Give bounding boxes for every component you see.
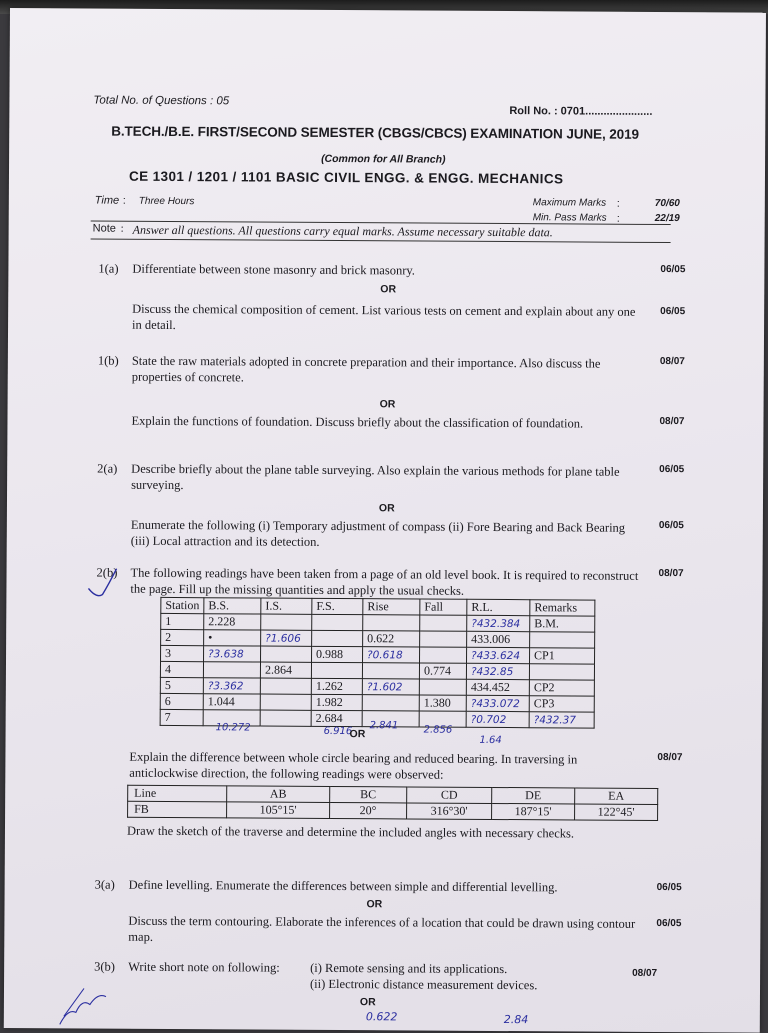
level-table-cell (363, 615, 420, 631)
traverse-cell: 316°30' (407, 803, 492, 820)
max-marks-value: 70/60 (654, 197, 680, 210)
marks-2b-alt: 08/07 (657, 751, 683, 764)
lv-header: B.S. (204, 598, 261, 614)
level-table-cell (203, 662, 260, 678)
course-title: CE 1301 / 1201 / 1101 BASIC CIVIL ENGG. & ENGG. MECHANICS (128, 168, 564, 187)
exam-paper: Total No. of Questions : 05 Roll No. : 0701...................... B.TECH./B.E. FIRST/SECOND SEMESTER (CBGS/CBCS) EXAMINATION JUNE, 2019 (Common for All Branch) CE 1301 / 1201 / 1101 BASIC CIVIL ENGG. & ENGG. MECHANICS Time : Three Hours Maximum Marks : 70/60 Min. Pass Marks : 22/19 Note : Answer all questions. All questions carry equal marks. Assume necessary suitable data. 1(a) Differentiate between stone masonry and brick masonry. 06/05 OR Discuss the chemical composition of cement. List various tests on cement and explain about any one in detail. 06/05 1(b) State the raw materials adopted in concrete preparation and their importance. Also discuss the properties of concrete. 08/07 OR Explain the functions of foundation. Discuss briefly about the classification of foundation. 08/07 2(a) Describe briefly about the plane table surveying. Also explain the various methods for plane table surveying. 06/05 OR Enumerate the following (i) Temporary adjustment of compass (ii) Fore Bearing and Back Bearing (iii) Local attraction and its detection. 06/05 2(b) The following readings have been taken from a page of an old level book. It is required to reconstruct the page. Fill up the missing quantities and apply the usual checks. 08/07 Station B.S. I.S. F.S. Rise Fall R.L. Remarks 1 2.228 ?432.384 B.M. 2 • ?1.606 0.622 433.006 3 ?3.638 0.988 ?0.618 ?433.624 CP1 4 2.864 0.774 ?432.85 5 ?3.362 1.262 ?1.602 434.452 CP2 6 1.044 1.982 1.380 ?433.072 CP3 7 2.684 ?0.702 ?432.37 10.272 6.916 OR 2.841 2.856 1.64 Explain the difference between whole circle bearing and reduced bearing. In traversing in anticlockwise direction, the following readings were observed: 08/07 Line AB BC CD DE EA FB 105°15' 20° 316°30' 187°15' 122°45' Draw the sketch of the traverse and determine the included angles with necessary checks. 3(a) Define levelling. Enumerate the differences between simple and differential levelling. 06/05 OR Discuss the term contouring. Elaborate the inferences of a location that could be drawn using contour map. 06/05 3(b) Write short note on following: (i) Remote sensing and its applications. (ii) Electronic distance measurement devices. 08/07 OR 0.622 2.84 (4, 8, 766, 1033)
or-label: OR (366, 898, 383, 911)
level-table-cell: 2.864 (260, 662, 311, 678)
level-table-cell (530, 632, 595, 648)
or-label: OR (378, 502, 395, 515)
common-branch: (Common for All Branch) (321, 152, 446, 166)
margin-scribble-icon (54, 968, 114, 1028)
lv-header: Fall (420, 599, 467, 615)
level-table-cell: 5 (160, 677, 203, 693)
question-3a: Define levelling. Enumerate the differences between simple and differential levelling. (128, 877, 558, 895)
level-table-cell: 6 (160, 693, 203, 709)
level-table-cell (260, 678, 311, 694)
level-table-cell (362, 695, 419, 711)
traverse-cell: CD (407, 787, 492, 804)
level-table-cell: ?432.85 (466, 663, 529, 679)
note-text: Answer all questions. All questions carry equal marks. Assume necessary suitable data. (132, 222, 553, 240)
level-table-cell (261, 646, 312, 662)
level-table-cell: ?432.384 (467, 615, 530, 631)
traverse-cell: Line (128, 785, 227, 802)
level-table-cell (312, 630, 363, 646)
level-table-cell (419, 679, 466, 695)
bottom-scribble: 0.622 (365, 1010, 398, 1024)
bottom-scribble: 2.84 (503, 1013, 529, 1027)
level-table-cell: 0.774 (419, 663, 466, 679)
traverse-table (127, 785, 658, 821)
level-table-cell: CP2 (529, 680, 594, 696)
roll-no: Roll No. : 0701...................... (509, 105, 653, 118)
traverse-cell: DE (492, 787, 575, 804)
level-table-cell: CP1 (530, 648, 595, 664)
level-table-cell: 0.622 (363, 631, 420, 647)
or-label: OR (380, 283, 397, 296)
exam-title: B.TECH./B.E. FIRST/SECOND SEMESTER (CBGS/CBCS) EXAMINATION JUNE, 2019 (111, 123, 639, 142)
marks-1a-alt: 06/05 (660, 305, 686, 318)
level-table-cell: 2.228 (204, 614, 261, 630)
traverse-cell: 122°45' (575, 804, 658, 821)
question-3a-alt: Discuss the term contouring. Elaborate the inferences of a location that could be drawn using contour map. (128, 913, 636, 944)
question-1b-alt: Explain the functions of foundation. Discuss briefly about the classification of foundation. (131, 413, 584, 431)
level-table-cell (420, 647, 467, 663)
marks-3a-alt: 06/05 (656, 917, 682, 930)
q-number-2b: 2(b) (96, 565, 118, 580)
marks-1b-alt: 08/07 (659, 415, 685, 428)
lv-header: I.S. (261, 598, 312, 614)
level-table-cell: 1.982 (311, 694, 362, 710)
marks-1b: 08/07 (659, 355, 685, 368)
level-table-cell: ?433.624 (467, 647, 530, 663)
level-table-cell: ?0.618 (363, 647, 420, 663)
level-table-row (160, 693, 594, 712)
level-table-cell: 1.380 (419, 695, 466, 711)
traverse-cell: 187°15' (492, 803, 575, 820)
question-3b: Write short note on following: (128, 959, 280, 975)
traverse-cell: BC (330, 786, 407, 802)
lv-header: Station (161, 597, 204, 613)
question-2a-alt: Enumerate the following (i) Temporary adjustment of compass (ii) Fore Bearing and Back Bearing (iii) Local attraction and its detection. (130, 517, 626, 549)
lv-header: Rise (363, 599, 420, 615)
question-1b: State the raw materials adopted in concrete preparation and their importance. Also discuss the properties of concrete. (131, 353, 601, 385)
level-table-cell: ?1.602 (362, 679, 419, 695)
marks-2a: 06/05 (659, 463, 685, 476)
or-label: OR (349, 728, 366, 741)
traverse-cell: FB (128, 801, 227, 818)
question-1a-alt: Discuss the chemical composition of cement. List various tests on cement and explain about any one in detail. (132, 301, 636, 333)
lv-header: R.L. (467, 599, 530, 615)
q-number-2a: 2(a) (97, 461, 118, 476)
level-table-cell: 1 (161, 613, 204, 629)
level-table-cell: ?3.638 (204, 646, 261, 662)
question-2a: Describe briefly about the plane table surveying. Also explain the various methods for plane table surveying. (131, 461, 620, 493)
level-table-row (161, 613, 595, 632)
level-table-cell: 2.684 (311, 710, 362, 726)
level-table-cell: 0.988 (312, 646, 363, 662)
level-table-cell: CP3 (529, 696, 594, 712)
max-marks-label: Maximum Marks (532, 197, 607, 209)
q-number-1a: 1(a) (98, 261, 119, 276)
traverse-cell: 105°15' (227, 802, 330, 819)
handwritten-total: 10.272 (215, 722, 251, 734)
or-label: OR (379, 398, 396, 411)
level-table-cell: 434.452 (466, 679, 529, 695)
level-table-cell: • (204, 630, 261, 646)
level-table-cell (312, 614, 363, 630)
min-marks-value: 22/19 (654, 212, 680, 225)
marks-3a: 06/05 (656, 881, 682, 894)
lv-header: F.S. (312, 598, 363, 614)
min-marks-label: Min. Pass Marks (532, 212, 607, 224)
marks-2a-alt: 06/05 (658, 519, 684, 532)
question-2b-alt: Explain the difference between whole circle bearing and reduced bearing. In traversing in anticlockwise direction, the following readings were observed: (129, 749, 578, 782)
handwritten-total: 6.916 (323, 725, 353, 738)
level-table-cell (261, 614, 312, 630)
time-label: Time (94, 194, 120, 207)
traverse-cell: AB (227, 786, 330, 803)
level-table-cell: 7 (160, 709, 203, 725)
traverse-cell: EA (575, 788, 658, 805)
check-mark-icon (76, 554, 136, 614)
time-value: Three Hours (138, 195, 195, 208)
level-table-cell (311, 662, 362, 678)
marks-3b: 08/07 (632, 967, 658, 979)
level-table-cell: ?1.606 (261, 630, 312, 646)
level-table-cell (420, 631, 467, 647)
level-table-cell: ?432.37 (529, 712, 594, 728)
note-label: Note (92, 222, 116, 235)
level-table-cell: 2 (161, 629, 204, 645)
level-table-cell: ?433.072 (466, 695, 529, 711)
level-table-cell (529, 664, 594, 680)
level-table-cell: 1.262 (311, 678, 362, 694)
q-number-3a: 3(a) (94, 877, 115, 892)
q3b-item-2: (ii) Electronic distance measurement devices. (310, 976, 538, 993)
q3b-item-1: (i) Remote sensing and its applications. (310, 960, 508, 977)
question-1a: Differentiate between stone masonry and brick masonry. (132, 261, 415, 278)
q-number-3b: 3(b) (94, 959, 116, 974)
q-number-1b: 1(b) (97, 353, 119, 368)
handwritten-total: 2.841 (369, 720, 399, 732)
level-table-cell (420, 615, 467, 631)
marks-1a: 06/05 (660, 263, 686, 276)
handwritten-total: 2.856 (423, 724, 453, 736)
or-label: OR (359, 996, 376, 1009)
level-table-cell: 433.006 (467, 631, 530, 647)
level-table-cell (260, 710, 311, 726)
level-table-cell: 1.044 (203, 694, 260, 710)
question-2b: The following readings have been taken from a page of an old level book. It is required to reconstruct the page. Fill up the missing quantities and apply the usual checks. (130, 565, 639, 598)
lv-header: Remarks (530, 600, 595, 616)
question-2b-alt-cont: Draw the sketch of the traverse and determine the included angles with necessary checks. (126, 823, 575, 841)
level-table-cell: ?3.362 (203, 678, 260, 694)
level-table-cell: ?0.702 (466, 711, 529, 727)
level-table-cell: 3 (161, 645, 204, 661)
handwritten-total: 1.64 (479, 734, 502, 747)
total-questions: Total No. of Questions : 05 (93, 94, 230, 108)
marks-2b: 08/07 (658, 567, 684, 580)
level-table-cell: B.M. (530, 616, 595, 632)
level-table-cell (362, 663, 419, 679)
level-table-cell (260, 694, 311, 710)
traverse-cell: 20° (330, 802, 407, 818)
level-table-cell: 4 (160, 661, 203, 677)
